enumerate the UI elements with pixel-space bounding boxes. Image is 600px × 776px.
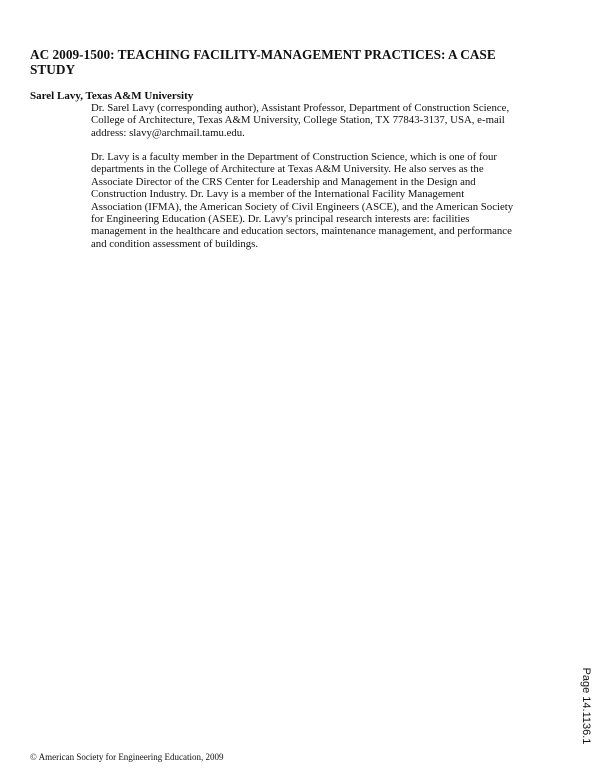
paper-title	[30, 47, 570, 77]
title-line: STUDY	[30, 62, 76, 77]
text-line: Association (IFMA), the American Society of Civil Engineers (ASCE), and the American Society	[91, 200, 514, 213]
text-line: address: slavy@archmail.tamu.edu.	[91, 126, 245, 139]
page-number-label: Page 14.1136.1	[580, 667, 592, 745]
text-line: and condition assessment of buildings.	[91, 237, 259, 250]
text-line: College of Architecture, Texas A&M University, College Station, TX 77843-3137, USA, e-mail	[91, 114, 505, 127]
text-line: departments in the College of Architecture at Texas A&M University. He also serves as the	[91, 163, 484, 176]
text-line: Dr. Sarel Lavy (corresponding author), Assistant Professor, Department of Construction Science,	[91, 102, 510, 114]
text-line: Associate Director of the CRS Center for Leadership and Management in the Design and	[91, 175, 476, 188]
author-affiliation: Sarel Lavy, Texas A&M University	[30, 90, 194, 102]
text-line: management in the healthcare and education sectors, maintenance management, and performance	[91, 225, 512, 238]
title-line: AC 2009-1500: TEACHING FACILITY-MANAGEMENT PRACTICES: A CASE	[30, 47, 496, 62]
text-line: Dr. Lavy is a faculty member in the Department of Construction Science, which is one of four	[91, 151, 497, 163]
author-bio-paragraph	[91, 151, 513, 250]
text-line: for Engineering Education (ASEE). Dr. Lavy's principal research interests are: facilities	[91, 213, 470, 226]
author-contact-paragraph	[91, 102, 509, 139]
text-line: Construction Industry. Dr. Lavy is a member of the International Facility Management	[91, 188, 465, 201]
copyright-footer: © American Society for Engineering Education, 2009	[30, 752, 224, 762]
